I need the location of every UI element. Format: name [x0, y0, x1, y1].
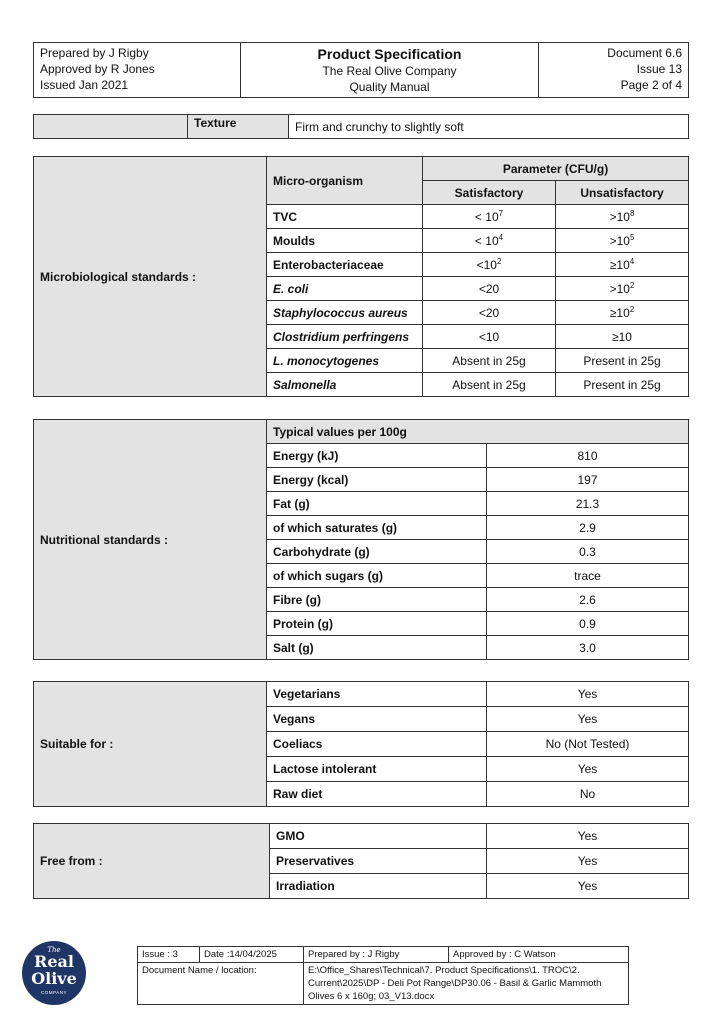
satisfactory-value [423, 277, 556, 301]
nutrient-name: of which saturates (g) [267, 516, 487, 540]
organism-name: L. monocytogenes [267, 349, 423, 373]
organism-name: E. coli [267, 277, 423, 301]
value-text: >10 [609, 209, 630, 224]
satisfactory-value [423, 349, 556, 373]
value-text: Present in 25g [583, 377, 661, 392]
texture-spacer [34, 115, 188, 139]
value-exponent: 4 [629, 256, 635, 266]
issued-date: Issued Jan 2021 [40, 78, 129, 92]
satisfactory-value [423, 325, 556, 349]
satisfactory-value [423, 229, 556, 253]
footer-issue: Issue : 3 [138, 947, 200, 963]
header-left [34, 43, 241, 98]
logo-word-olive: Olive [31, 969, 77, 988]
nutritional-table [33, 419, 689, 660]
prepared-by: Prepared by J Rigby [40, 46, 149, 60]
satisfactory-value [423, 205, 556, 229]
company-name: The Real Olive Company [322, 64, 457, 78]
organism-name: Clostridium perfringens [267, 325, 423, 349]
nutrient-value: trace [487, 564, 689, 588]
nutrient-value: 3.0 [487, 636, 689, 660]
value-text: Absent in 25g [452, 377, 526, 392]
value-text: < 10 [474, 233, 499, 248]
value-text: ≥10 [609, 257, 630, 272]
value-text: ≥10 [609, 305, 630, 320]
nutrient-name: Energy (kcal) [267, 468, 487, 492]
value-text: <10 [476, 257, 497, 272]
unsatisfactory-value [556, 325, 689, 349]
item-value: Yes [487, 707, 689, 732]
manual-name: Quality Manual [349, 80, 430, 94]
value-text: <20 [478, 281, 500, 296]
value-exponent: 2 [629, 304, 635, 314]
nutrient-value: 2.9 [487, 516, 689, 540]
nutrient-name: of which sugars (g) [267, 564, 487, 588]
value-exponent: 7 [498, 208, 504, 218]
item-name: Vegans [267, 707, 487, 732]
document-header [33, 42, 689, 98]
nutritional-section-label: Nutritional standards : [34, 420, 267, 660]
nutrient-name: Fat (g) [267, 492, 487, 516]
footer-date: Date :14/04/2025 [200, 947, 304, 963]
organism-name: Enterobacteriaceae [267, 253, 423, 277]
item-name: Irradiation [270, 874, 487, 899]
item-name: Preservatives [270, 849, 487, 874]
free_from-section-label: Free from : [34, 824, 270, 899]
unsatisfactory-value [556, 253, 689, 277]
table-row [34, 682, 689, 707]
organism-name: Salmonella [267, 373, 423, 397]
free-from-table [33, 823, 689, 899]
unsatisfactory-value [556, 229, 689, 253]
unsatisfactory-value [556, 373, 689, 397]
item-name: GMO [270, 824, 487, 849]
header-right [539, 43, 689, 98]
suitable-section-label: Suitable for : [34, 682, 267, 807]
value-text: < 10 [474, 209, 499, 224]
value-text: >10 [609, 233, 630, 248]
issue-number: Issue 13 [636, 62, 682, 76]
logo-the: The [47, 946, 61, 954]
item-value: Yes [487, 682, 689, 707]
header-center [241, 43, 539, 98]
approved-by: Approved by R Jones [40, 62, 155, 76]
footer-approved: Approved by : C Watson [449, 947, 629, 963]
organism-name: TVC [267, 205, 423, 229]
value-text: >10 [609, 281, 630, 296]
nutrient-value: 197 [487, 468, 689, 492]
value-text: <20 [478, 305, 500, 320]
satisfactory-value [423, 301, 556, 325]
nutrient-value: 21.3 [487, 492, 689, 516]
microbiological-table [33, 156, 689, 397]
unsatisfactory-value [556, 349, 689, 373]
texture-value: Firm and crunchy to slightly soft [289, 115, 689, 139]
footer-prepared: Prepared by : J Rigby [304, 947, 449, 963]
nutrient-value: 0.9 [487, 612, 689, 636]
microbiological-section-label: Microbiological standards : [34, 157, 267, 397]
table-row [34, 824, 689, 849]
nutrient-name: Protein (g) [267, 612, 487, 636]
col-parameter: Parameter (CFU/g) [423, 157, 689, 181]
nutrient-name: Carbohydrate (g) [267, 540, 487, 564]
value-exponent: 4 [498, 232, 504, 242]
nutrient-value: 0.3 [487, 540, 689, 564]
suitable-for-table [33, 681, 689, 807]
unsatisfactory-value [556, 205, 689, 229]
value-text: ≥10 [612, 329, 632, 344]
item-name: Coeliacs [267, 732, 487, 757]
nutrient-value: 810 [487, 444, 689, 468]
item-value: No [487, 782, 689, 807]
item-name: Lactose intolerant [267, 757, 487, 782]
nutrient-value: 2.6 [487, 588, 689, 612]
nutrient-name: Salt (g) [267, 636, 487, 660]
texture-table [33, 114, 689, 139]
footer-doc-label: Document Name / location: [138, 963, 304, 1005]
value-text: <10 [478, 329, 500, 344]
texture-label: Texture [188, 115, 289, 139]
document-number: Document 6.6 [607, 46, 682, 60]
item-name: Raw diet [267, 782, 487, 807]
footer-doc-path: E:\Office_Shares\Technical\7. Product Specifications\1. TROC\2. Current\2025\DP - Deli Pot Range\DP30.06 - Basil & Garlic Mammoth Olives 6 x 160g; 03_V13.docx [304, 963, 629, 1005]
value-exponent: 2 [496, 256, 502, 266]
col-micro-organism: Micro-organism [267, 157, 423, 205]
logo-word-company: COMPANY [41, 990, 67, 995]
item-value: Yes [487, 849, 689, 874]
value-exponent: 5 [629, 232, 635, 242]
item-name: Vegetarians [267, 682, 487, 707]
value-exponent: 2 [629, 280, 635, 290]
col-unsatisfactory: Unsatisfactory [556, 181, 689, 205]
organism-name: Staphylococcus aureus [267, 301, 423, 325]
unsatisfactory-value [556, 277, 689, 301]
document-footer [137, 946, 629, 1005]
satisfactory-value [423, 253, 556, 277]
value-text: Present in 25g [583, 353, 661, 368]
logo-word-real: Real [34, 952, 74, 971]
nutrient-name: Energy (kJ) [267, 444, 487, 468]
satisfactory-value [423, 373, 556, 397]
document-title: Product Specification [317, 46, 462, 62]
company-logo [22, 941, 86, 1005]
col-satisfactory: Satisfactory [423, 181, 556, 205]
organism-name: Moulds [267, 229, 423, 253]
item-value: Yes [487, 874, 689, 899]
value-text: Absent in 25g [452, 353, 526, 368]
item-value: Yes [487, 824, 689, 849]
page-number: Page 2 of 4 [620, 78, 682, 92]
item-value: No (Not Tested) [487, 732, 689, 757]
value-exponent: 8 [629, 208, 635, 218]
nutrient-name: Fibre (g) [267, 588, 487, 612]
item-value: Yes [487, 757, 689, 782]
nutritional-heading: Typical values per 100g [267, 420, 689, 444]
unsatisfactory-value [556, 301, 689, 325]
